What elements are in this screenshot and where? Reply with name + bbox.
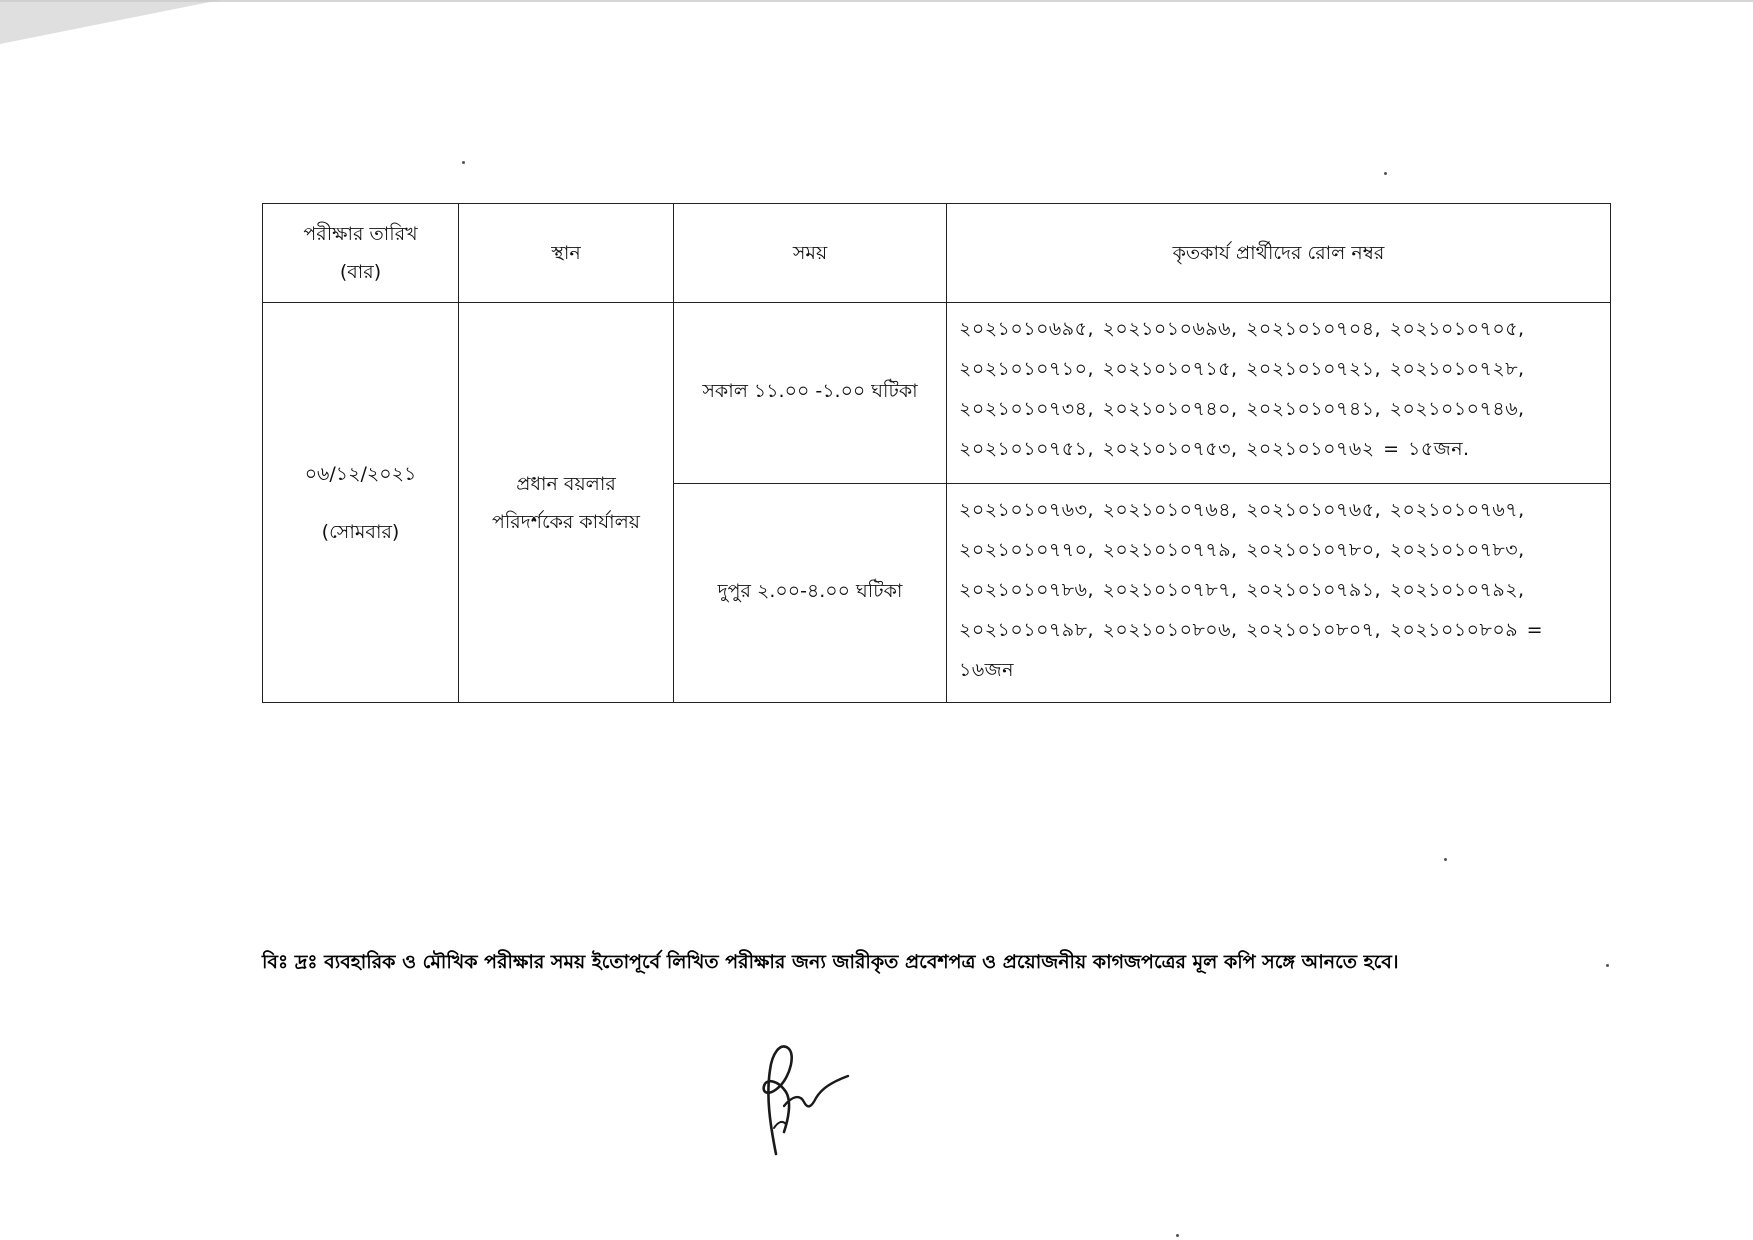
scan-speck xyxy=(1444,858,1447,861)
exam-date: ০৬/১২/২০২১ xyxy=(304,462,417,485)
exam-schedule-table-container xyxy=(262,203,1610,703)
venue-cell xyxy=(459,303,674,703)
header-roll-numbers: কৃতকার্য প্রার্থীদের রোল নম্বর xyxy=(947,204,1611,303)
header-exam-date xyxy=(263,204,459,303)
afternoon-session-time: দুপুর ২.০০-৪.০০ ঘটিকা xyxy=(674,484,947,703)
exam-day: (সোমবার) xyxy=(321,520,400,543)
afternoon-session-rolls: ২০২১০১০৭৬৩, ২০২১০১০৭৬৪, ২০২১০১০৭৬৫, ২০২১০১০৭৬৭, ২০২১০১০৭৭০, ২০২১০১০৭৭৯, ২০২১০১০৭৮০, ২০২১০১০৭৮৩, ২০২১০১০৭৮৬, ২০২১০১০৭৮৭, ২০২১০১০৭৯১, ২০২১০১০৭৯২, ২০২১০১০৭৯৮, ২০২১০১০৮০৬, ২০২১০১০৮০৭, ২০২১০১০৮০৯ = ১৬জন xyxy=(947,484,1611,703)
venue-line1: প্রধান বয়লার xyxy=(516,472,616,495)
header-venue: স্থান xyxy=(459,204,674,303)
notice-note: বিঃ দ্রঃ ব্যবহারিক ও মৌখিক পরীক্ষার সময় ইতোপূর্বে লিখিত পরীক্ষার জন্য জারীকৃত প্রবেশপত্র ও প্রয়োজনীয় কাগজপত্রের মূল কপি সঙ্গে আনতে হবে। xyxy=(262,951,1399,973)
signature-image xyxy=(756,1036,850,1160)
venue-line2: পরিদর্শকের কার্যালয় xyxy=(491,510,641,533)
header-time: সময় xyxy=(674,204,947,303)
page-top-edge xyxy=(0,0,1753,2)
scan-speck xyxy=(462,161,465,164)
morning-session-rolls: ২০২১০১০৬৯৫, ২০২১০১০৬৯৬, ২০২১০১০৭০৪, ২০২১০১০৭০৫, ২০২১০১০৭১০, ২০২১০১০৭১৫, ২০২১০১০৭২১, ২০২১০১০৭২৮, ২০২১০১০৭৩৪, ২০২১০১০৭৪০, ২০২১০১০৭৪১, ২০২১০১০৭৪৬, ২০২১০১০৭৫১, ২০২১০১০৭৫৩, ২০২১০১০৭৬২ = ১৫জন. xyxy=(947,303,1611,484)
scan-corner-shadow xyxy=(0,0,220,44)
exam-schedule-table xyxy=(262,203,1611,703)
scan-speck xyxy=(1606,964,1609,967)
scan-speck xyxy=(1176,1234,1179,1237)
table-header-row xyxy=(263,204,1611,303)
morning-session-time: সকাল ১১.০০ -১.০০ ঘটিকা xyxy=(674,303,947,484)
header-exam-date-line1: পরীক্ষার তারিখ xyxy=(303,223,418,245)
scan-speck xyxy=(1384,172,1387,175)
header-exam-date-line2: (বার) xyxy=(339,261,382,283)
table-row xyxy=(263,303,1611,484)
exam-date-cell xyxy=(263,303,459,703)
